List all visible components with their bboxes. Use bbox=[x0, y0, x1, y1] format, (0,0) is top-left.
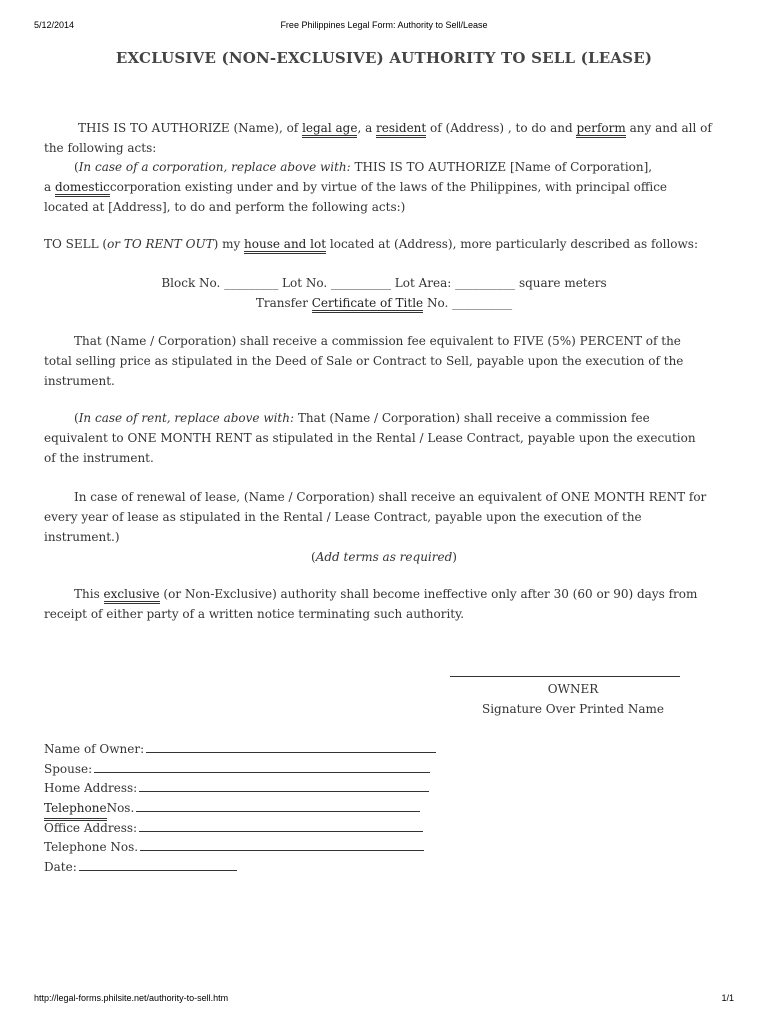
link-perform[interactable]: perform bbox=[576, 121, 625, 138]
owner-name-field: Name of Owner: bbox=[44, 739, 436, 759]
signature-role: OWNER bbox=[547, 682, 599, 696]
authorization-paragraph: THIS IS TO AUTHORIZE (Name), of legal age, a resident of (Address) , to do and perform any and all of the following acts: bbox=[44, 121, 712, 155]
office-address-blank[interactable] bbox=[139, 820, 423, 832]
source-url: http://legal-forms.philsite.net/authority-to-sell.htm bbox=[34, 993, 229, 1003]
spouse-blank[interactable] bbox=[94, 761, 430, 773]
link-exclusive[interactable]: exclusive bbox=[104, 587, 160, 604]
renewal-paragraph: In case of renewal of lease, (Name / Corporation) shall receive an equivalent of ONE MONTH RENT for every year of lease as stipulated in the Rental / Lease Contract, payable upon the execution of the instrument.) (Add terms as required) bbox=[44, 487, 724, 567]
date-blank[interactable] bbox=[79, 859, 237, 871]
owner-name-blank[interactable] bbox=[146, 741, 436, 753]
link-resident[interactable]: resident bbox=[376, 121, 426, 138]
office-address-field: Office Address: bbox=[44, 818, 423, 838]
link-certificate-of-title[interactable]: Certificate of Title bbox=[312, 296, 423, 313]
print-date: 5/12/2014 bbox=[34, 20, 75, 30]
link-domestic[interactable]: domestic bbox=[55, 180, 110, 197]
telephone-field: Telephone Nos. bbox=[44, 798, 420, 821]
link-legal-age[interactable]: legal age bbox=[302, 121, 357, 138]
page-number: 1/1 bbox=[721, 993, 734, 1003]
date-field: Date: bbox=[44, 857, 237, 877]
telephone-2-field: Telephone Nos. bbox=[44, 837, 424, 857]
telephone-blank[interactable] bbox=[136, 800, 420, 812]
document-title: EXCLUSIVE (NON-EXCLUSIVE) AUTHORITY TO SELL (LEASE) bbox=[115, 49, 653, 67]
signature-line bbox=[450, 676, 680, 677]
commission-paragraph: That (Name / Corporation) shall receive a commission fee equivalent to FIVE (5%) PERCENT of the total selling price as stipulated in the Deed of Sale or Contract to Sell, payable upon the execution of the instrument. bbox=[44, 334, 684, 388]
spouse-field: Spouse: bbox=[44, 759, 430, 779]
home-address-field: Home Address: bbox=[44, 778, 429, 798]
exclusivity-paragraph: This exclusive (or Non-Exclusive) authority shall become ineffective only after 30 (60 or 90) days from receipt of either party of a written notice terminating such authority. bbox=[44, 587, 698, 621]
sell-paragraph: TO SELL (or TO RENT OUT) my house and lot located at (Address), more particularly described as follows: bbox=[44, 234, 724, 254]
home-address-blank[interactable] bbox=[139, 780, 429, 792]
signature-caption: Signature Over Printed Name bbox=[481, 702, 665, 716]
print-page-title: Free Philippines Legal Form: Authority to Sell/Lease bbox=[280, 20, 488, 30]
telephone-2-blank[interactable] bbox=[140, 839, 424, 851]
corporation-paragraph: (In case of a corporation, replace above with: THIS IS TO AUTHORIZE [Name of Corporation], a domesticcorporation existing under and by virtue of the laws of the Philippines, with principal office located at [Address], to do and perform the following acts:) bbox=[44, 160, 668, 214]
link-telephone[interactable]: Telephone bbox=[44, 798, 107, 821]
rent-commission-paragraph: (In case of rent, replace above with: That (Name / Corporation) shall receive a commission fee equivalent to ONE MONTH RENT as stipulated in the Rental / Lease Contract, payable upon the execution of the instrument. bbox=[44, 411, 696, 465]
link-house-and-lot[interactable]: house and lot bbox=[244, 237, 326, 254]
property-description: Block No. _________ Lot No. __________ Lot Area: __________ square meters Transfer Certificate of Title No. __________ bbox=[44, 273, 724, 313]
add-terms-note: (Add terms as required) bbox=[311, 550, 457, 564]
